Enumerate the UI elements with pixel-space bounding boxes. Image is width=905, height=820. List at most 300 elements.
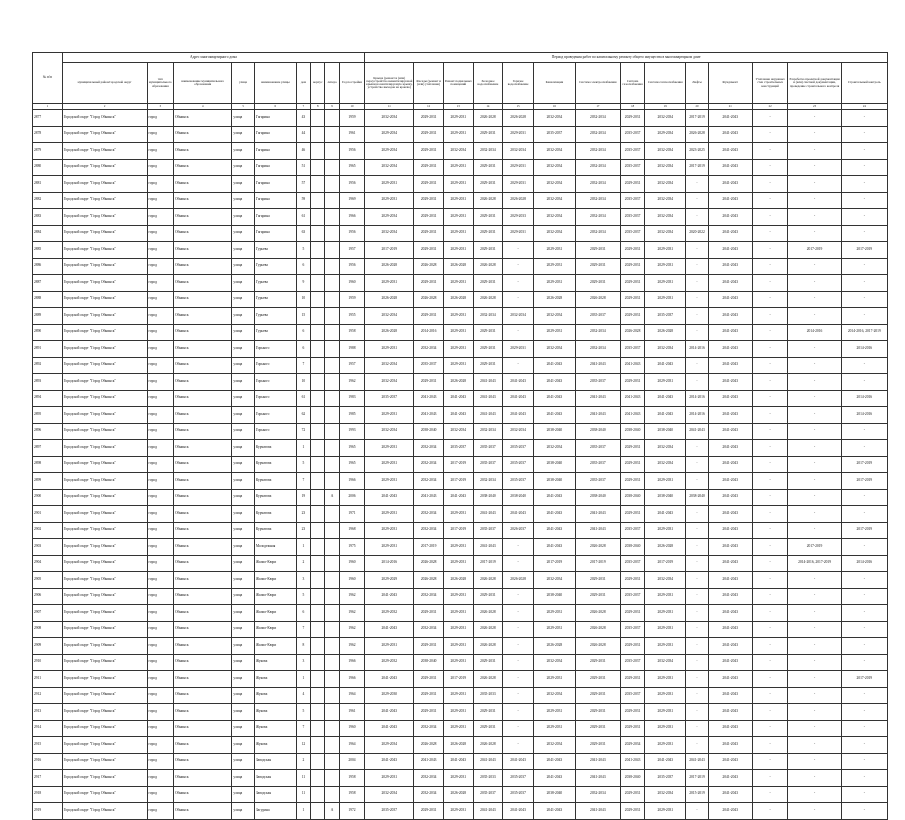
table-cell: 1972 [339, 803, 365, 820]
table-cell: 2029-2031 [645, 737, 686, 754]
table-row [33, 654, 888, 671]
table-cell: Горького [254, 423, 296, 440]
table-cell: 2032-2034 [533, 687, 575, 704]
table-cell: - [686, 506, 708, 523]
table-cell: Городской округ "Город Обнинск" [62, 242, 147, 259]
table-cell [311, 324, 325, 341]
table-cell: - [788, 143, 841, 160]
table-cell: 2032-2034 [575, 143, 620, 160]
table-row [33, 753, 888, 770]
table-cell: Гагарина [254, 159, 296, 176]
table-cell: Горького [254, 374, 296, 391]
table-cell: 2035-2037 [503, 456, 534, 473]
table-cell: - [841, 423, 887, 440]
table-cell: 2029-2031 [443, 110, 473, 127]
table-cell [311, 671, 325, 688]
table-cell: 2029-2031 [473, 720, 503, 737]
table-cell: 2032-2034 [575, 192, 620, 209]
table-cell: 2029-2031 [443, 687, 473, 704]
table-cell: 2017-2019 [841, 671, 887, 688]
table-cell: 2041-2043 [414, 489, 444, 506]
table-cell: 44 [296, 126, 310, 143]
table-cell: 2041-2043 [708, 753, 752, 770]
table-cell: 2029-2031 [473, 159, 503, 176]
table-cell: - [503, 324, 534, 341]
table-cell: 2017-2019 [473, 555, 503, 572]
table-cell: город [147, 786, 174, 803]
table-cell: Курчатова [254, 473, 296, 490]
table-cell: 2038-2040 [620, 770, 645, 787]
column-number: 24 [841, 104, 887, 110]
table-cell: 5 [296, 456, 310, 473]
table-cell: 2041-2043 [708, 308, 752, 325]
table-cell: 2041-2043 [708, 671, 752, 688]
table-cell: 2029-2031 [365, 522, 414, 539]
table-cell: Обнинск [174, 621, 232, 638]
table-cell [311, 341, 325, 358]
table-cell: 51 [296, 159, 310, 176]
table-cell: город [147, 605, 174, 622]
table-cell: 2041-2043 [708, 407, 752, 424]
table-cell [311, 192, 325, 209]
table-cell [325, 654, 339, 671]
table-cell: 2041-2043 [575, 803, 620, 820]
table-cell: 2029-2031 [414, 671, 444, 688]
table-cell: 2029-2031 [645, 720, 686, 737]
table-cell: - [503, 737, 534, 754]
table-cell: 6 [296, 258, 310, 275]
table-cell: Жолио-Кюри [254, 588, 296, 605]
column-number: 5 [232, 104, 254, 110]
table-cell: 2029-2032 [365, 654, 414, 671]
table-cell: 2014-2016, 2017-2019 [841, 324, 887, 341]
table-cell: 2041-2043 [708, 803, 752, 820]
table-cell [311, 737, 325, 754]
table-cell: - [788, 390, 841, 407]
table-cell: 2041-2043 [503, 407, 534, 424]
column-number: 22 [752, 104, 788, 110]
table-cell: - [841, 176, 887, 193]
table-cell: 2029-2031 [473, 588, 503, 605]
table-cell: - [752, 440, 788, 457]
table-cell [311, 176, 325, 193]
column-header: № п/п [33, 53, 63, 104]
table-cell: Городской округ "Город Обнинск" [62, 555, 147, 572]
table-cell: - [752, 621, 788, 638]
table-cell [325, 324, 339, 341]
table-cell: 2029-2031 [620, 720, 645, 737]
table-cell: 2029-2031 [620, 291, 645, 308]
table-cell: 2032-2034 [414, 770, 444, 787]
table-cell: - [752, 176, 788, 193]
column-number: 2 [62, 104, 147, 110]
table-cell: 1988 [339, 341, 365, 358]
table-cell: 2029-2031 [533, 324, 575, 341]
table-cell [325, 456, 339, 473]
table-cell [311, 291, 325, 308]
column-header: Холодное водоснабжение [473, 63, 503, 104]
table-cell [311, 440, 325, 457]
table-cell: 2029-2031 [533, 258, 575, 275]
table-cell: 2038-2040 [575, 489, 620, 506]
table-cell [311, 423, 325, 440]
table-cell: 2032-2034 [575, 209, 620, 226]
table-cell: 2893 [33, 374, 63, 391]
table-row [33, 621, 888, 638]
table-cell [325, 588, 339, 605]
table-cell: 59 [296, 192, 310, 209]
table-cell: 2032-2034 [365, 786, 414, 803]
table-cell: 2041-2043 [533, 357, 575, 374]
table-cell: 2032-2034 [365, 308, 414, 325]
table-cell: 2029-2031 [575, 704, 620, 721]
table-cell: Обнинск [174, 638, 232, 655]
table-cell: - [841, 159, 887, 176]
table-cell: 2029-2031 [533, 621, 575, 638]
table-cell: улица [232, 786, 254, 803]
table-cell: - [503, 621, 534, 638]
table-cell: 2032-2034 [575, 341, 620, 358]
table-cell: 2032-2034 [533, 308, 575, 325]
table-cell: Заводская [254, 753, 296, 770]
table-cell: 2029-2031 [365, 192, 414, 209]
table-cell: 2029-2031 [620, 176, 645, 193]
table-cell: 2029-2031 [620, 803, 645, 820]
table-cell: 9 [296, 275, 310, 292]
table-cell: 2041-2043 [620, 753, 645, 770]
table-cell: город [147, 473, 174, 490]
table-cell: 2029-2031 [620, 572, 645, 589]
table-cell: 2014-2016 [686, 390, 708, 407]
table-cell: - [841, 225, 887, 242]
table-cell: Жукова [254, 704, 296, 721]
table-cell: - [841, 192, 887, 209]
table-cell: Обнинск [174, 357, 232, 374]
table-cell: улица [232, 704, 254, 721]
table-cell: 2029-2031 [365, 638, 414, 655]
table-cell: 2035-2037 [533, 126, 575, 143]
table-cell [311, 770, 325, 787]
table-cell: 2029-2031 [414, 110, 444, 127]
table-cell [311, 275, 325, 292]
table-cell: 2041-2043 [503, 753, 534, 770]
table-cell: 2032-2034 [365, 374, 414, 391]
table-cell: Гурьева [254, 324, 296, 341]
table-cell: 2017-2019 [443, 522, 473, 539]
table-cell: 2029-2031 [414, 176, 444, 193]
table-cell: - [788, 786, 841, 803]
table-cell: Городской округ "Город Обнинск" [62, 687, 147, 704]
table-cell: город [147, 489, 174, 506]
table-cell: 2035-2037 [620, 341, 645, 358]
table-cell: - [752, 143, 788, 160]
table-cell: Городской округ "Город Обнинск" [62, 110, 147, 127]
table-row [33, 225, 888, 242]
table-cell: Курчатова [254, 440, 296, 457]
table-cell: 2029-2031 [365, 407, 414, 424]
table-row [33, 126, 888, 143]
address-group-header: Адрес многоквартирного дома [62, 53, 365, 63]
table-cell: 1962 [339, 621, 365, 638]
table-cell: 2029-2031 [365, 440, 414, 457]
table-cell [311, 357, 325, 374]
table-cell: город [147, 638, 174, 655]
table-row [33, 720, 888, 737]
table-cell: 2017-2019 [575, 555, 620, 572]
table-cell: улица [232, 176, 254, 193]
table-cell: 2032-2034 [365, 357, 414, 374]
table-cell: 2029-2031 [620, 786, 645, 803]
table-cell: - [841, 704, 887, 721]
table-cell: 2026-2028 [473, 621, 503, 638]
table-cell: Обнинск [174, 110, 232, 127]
table-cell: 2029-2034 [365, 209, 414, 226]
table-cell: 2029-2031 [443, 555, 473, 572]
table-cell: 2029-2031 [620, 110, 645, 127]
table-cell: Обнинск [174, 737, 232, 754]
table-cell: 2035-2033 [473, 687, 503, 704]
table-cell: 2032-2034 [645, 440, 686, 457]
table-cell: 2032-2034 [503, 423, 534, 440]
table-cell: - [503, 357, 534, 374]
table-cell: 2032-2034 [533, 225, 575, 242]
table-cell: 2032-2034 [645, 209, 686, 226]
table-cell: 2029-2031 [414, 803, 444, 820]
table-cell: 2029-2031 [414, 143, 444, 160]
table-cell: 1 [296, 671, 310, 688]
table-cell: город [147, 242, 174, 259]
table-cell: 2035-2037 [365, 390, 414, 407]
table-cell: 2029-2033 [503, 209, 534, 226]
table-cell: 2041-2043 [708, 456, 752, 473]
table-cell: 2017-2019 [365, 242, 414, 259]
table-cell: Заводская [254, 770, 296, 787]
table-cell: 2032-2034 [533, 143, 575, 160]
table-cell [311, 605, 325, 622]
table-cell [325, 737, 339, 754]
column-header: Фасады (ремонт и (или) утепление) [414, 63, 444, 104]
table-cell: 2041-2043 [575, 506, 620, 523]
table-cell: 2889 [33, 308, 63, 325]
table-cell: 2038-2040 [620, 539, 645, 556]
table-cell: - [841, 143, 887, 160]
table-cell: город [147, 654, 174, 671]
table-cell [311, 473, 325, 490]
table-cell: 2041-2043 [533, 770, 575, 787]
table-cell: Жукова [254, 687, 296, 704]
table-cell: 2029-2031 [443, 192, 473, 209]
table-cell: город [147, 225, 174, 242]
table-cell: - [752, 291, 788, 308]
table-row [33, 489, 888, 506]
table-cell: 2041-2043 [473, 506, 503, 523]
table-cell: 2029-2031 [473, 242, 503, 259]
table-cell: 2026-2028 [473, 605, 503, 622]
table-cell: 2032-2034 [575, 159, 620, 176]
table-cell: 2029-2031 [414, 605, 444, 622]
table-cell: 1957 [339, 242, 365, 259]
table-cell: 2029-2031 [503, 225, 534, 242]
table-cell: 2029-2031 [620, 473, 645, 490]
table-cell: Жолио-Кюри [254, 638, 296, 655]
table-cell: 2029-2031 [443, 605, 473, 622]
table-cell: Обнинск [174, 671, 232, 688]
table-cell: 1975 [339, 539, 365, 556]
table-cell: 2899 [33, 473, 63, 490]
table-cell: 2029-2031 [443, 720, 473, 737]
table-cell: город [147, 440, 174, 457]
table-cell: 2041-2043 [708, 390, 752, 407]
table-cell: 2035-2037 [620, 555, 645, 572]
table-cell: город [147, 588, 174, 605]
table-cell: 2029-2034 [365, 737, 414, 754]
table-cell [325, 440, 339, 457]
table-cell: - [752, 572, 788, 589]
table-cell: Городской округ "Город Обнинск" [62, 473, 147, 490]
table-cell: 2029-2030 [365, 687, 414, 704]
table-cell: - [686, 176, 708, 193]
table-row [33, 143, 888, 160]
table-cell: 2907 [33, 605, 63, 622]
table-cell: 2 [296, 753, 310, 770]
table-cell: 2041-2043 [533, 753, 575, 770]
table-cell [325, 423, 339, 440]
table-cell: Гагарина [254, 143, 296, 160]
table-cell: - [841, 489, 887, 506]
table-cell: 2914 [33, 720, 63, 737]
table-cell: 2029-2031 [575, 737, 620, 754]
table-cell: улица [232, 407, 254, 424]
table-cell: - [686, 291, 708, 308]
table-cell: - [841, 588, 887, 605]
table-cell: 2029-2031 [620, 258, 645, 275]
table-cell: - [788, 621, 841, 638]
table-cell [311, 704, 325, 721]
table-cell: 2029-2029 [365, 572, 414, 589]
table-cell: 2041-2043 [473, 390, 503, 407]
table-cell: 2029-2031 [365, 456, 414, 473]
table-cell: Обнинск [174, 456, 232, 473]
table-cell: Городской округ "Город Обнинск" [62, 143, 147, 160]
table-cell: - [686, 357, 708, 374]
table-cell: - [752, 159, 788, 176]
table-cell: 2041-2043 [473, 753, 503, 770]
table-cell: - [841, 209, 887, 226]
table-cell: 2017-2019 [686, 770, 708, 787]
table-cell: - [788, 687, 841, 704]
table-cell: 2032-2034 [473, 308, 503, 325]
table-cell: Обнинск [174, 225, 232, 242]
table-cell: 2029-2031 [414, 687, 444, 704]
table-cell: 2026-2028 [533, 291, 575, 308]
column-header: Система газоснабжения [620, 63, 645, 104]
table-cell: 2026-2037 [503, 522, 534, 539]
table-cell: 6 [296, 341, 310, 358]
table-cell: Обнинск [174, 209, 232, 226]
table-cell: 2026-2028 [575, 291, 620, 308]
table-cell: 1964 [339, 687, 365, 704]
table-cell: - [841, 803, 887, 820]
table-cell: 10 [296, 291, 310, 308]
table-cell: 2029-2031 [443, 638, 473, 655]
periods-group-header: Период проведения работ по капитальному ремонту общего имущества в многоквартирном доме [365, 53, 888, 63]
table-cell: - [841, 275, 887, 292]
table-cell: Городской округ "Город Обнинск" [62, 209, 147, 226]
table-cell: 2029-2031 [443, 704, 473, 721]
table-cell: Обнинск [174, 786, 232, 803]
table-cell: 2029-2031 [645, 374, 686, 391]
table-cell: 2035-2037 [620, 192, 645, 209]
table-cell: 2032-2034 [645, 456, 686, 473]
table-cell: 2038-2040 [620, 423, 645, 440]
table-cell: - [841, 621, 887, 638]
table-row [33, 357, 888, 374]
table-cell: - [841, 258, 887, 275]
table-cell: 2038-2040 [620, 489, 645, 506]
table-cell: 2029-2031 [414, 192, 444, 209]
table-cell: улица [232, 588, 254, 605]
table-cell: город [147, 555, 174, 572]
table-cell: Городской округ "Город Обнинск" [62, 753, 147, 770]
table-cell: 2032-2034 [533, 159, 575, 176]
column-header: Разработка проектной документации и (или) сметной документации, проведение строительного контроля [788, 63, 841, 104]
table-cell: - [752, 456, 788, 473]
table-cell: 2041-2043 [708, 176, 752, 193]
table-cell: 2041-2043 [575, 357, 620, 374]
table-cell [311, 506, 325, 523]
table-cell: - [788, 225, 841, 242]
table-cell: 1985 [339, 407, 365, 424]
table-cell: 2017-2019 [414, 539, 444, 556]
table-cell: - [788, 704, 841, 721]
table-cell: 23 [296, 506, 310, 523]
table-cell: Городской округ "Город Обнинск" [62, 341, 147, 358]
table-cell: 2041-2043 [708, 192, 752, 209]
table-cell: 2041-2043 [365, 489, 414, 506]
table-cell: 2032-2034 [533, 737, 575, 754]
table-cell: Обнинск [174, 275, 232, 292]
table-row [33, 341, 888, 358]
table-cell: 57 [296, 176, 310, 193]
table-cell: - [503, 539, 534, 556]
table-cell: - [503, 654, 534, 671]
table-cell: 2029-2031 [620, 704, 645, 721]
table-cell: 1960 [339, 720, 365, 737]
table-cell: Гагарина [254, 110, 296, 127]
table-row [33, 159, 888, 176]
table-cell: Городской округ "Город Обнинск" [62, 225, 147, 242]
table-cell: - [788, 506, 841, 523]
table-cell: - [841, 737, 887, 754]
table-cell: 2029-2031 [645, 275, 686, 292]
table-cell: город [147, 737, 174, 754]
table-cell: Городской округ "Город Обнинск" [62, 390, 147, 407]
table-cell: Гагарина [254, 192, 296, 209]
table-cell: город [147, 621, 174, 638]
table-cell: - [841, 440, 887, 457]
table-cell: 2026-2028 [620, 324, 645, 341]
table-cell: город [147, 753, 174, 770]
table-row [33, 737, 888, 754]
table-cell: 2041-2043 [620, 357, 645, 374]
table-cell: 1965 [339, 440, 365, 457]
table-cell: - [788, 192, 841, 209]
table-cell [325, 126, 339, 143]
table-cell [311, 242, 325, 259]
table-cell: 2032-2034 [533, 341, 575, 358]
table-cell [325, 621, 339, 638]
table-cell: 2041-2043 [503, 506, 534, 523]
